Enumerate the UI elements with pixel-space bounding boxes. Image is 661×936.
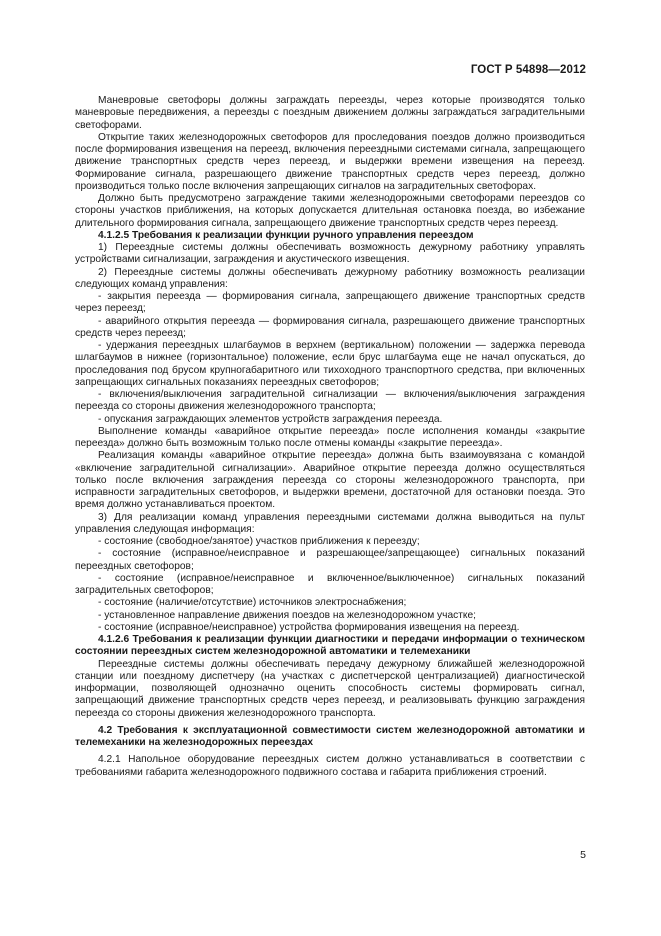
list-item [75,389,585,414]
dash-marker: - [98,548,102,560]
paragraph: Открытие таких железнодорожных светофоров для проследования поездов должно производиться после формирования извещения на переезд, включения переездными системами сигнала, запрещающего движение транспортных средств через переезд, и выдержки времени извещения на переезд. Формирование сигнала, разрешающего движение транспортных средств через переезд, должно производиться только после включения запрещающих сигналов на заградительных светофорах. [75,131,585,192]
list-item-text: состояние (исправное/неисправное и включенное/выключенное) сигнальных показаний заградительных светофоров; [75,572,585,596]
list-item-text: состояние (исправное/неисправное и разрешающее/запрещающее) сигнальных показаний переездных светофоров; [75,548,585,572]
paragraph: 4.2.1 Напольное оборудование переездных систем должно устанавливаться в соответствии с требованиями габарита железнодорожного подвижного состава и габарита приближения строений. [75,754,585,778]
dash-marker: - [98,340,102,351]
page-number: 5 [580,849,586,861]
dash-marker: - [98,621,102,633]
paragraph: 1) Переездные системы должны обеспечивать возможность дежурному работнику управлять устройствами сигнализации, заграждения и акустического извещения. [75,242,585,266]
dash-marker: - [98,572,102,584]
list-item-text: опускания заграждающих элементов устройств заграждения переезда. [104,413,443,425]
list-item [75,573,585,598]
list-item-text: закрытия переезда — формирования сигнала, запрещающего движение транспортных средств через переезд; [75,291,585,315]
paragraph: Маневровые светофоры должны заграждать переезды, через которые производятся только маневровые передвижения, а переезды с поездным движением должны заграждаться заградительными светофорами. [75,95,585,131]
section-heading-4-1-2-6: 4.1.2.6 Требования к реализации функции диагностики и передачи информации о техническом состоянии переездных систем железнодорожной автоматики и телемеханики [75,634,585,658]
list-item [75,316,585,341]
dash-marker: - [98,609,102,621]
paragraph: Должно быть предусмотрено заграждение такими железнодорожными светофорами переездов со стороны участков приближения, на которых допускается длительная остановка поезда, во избежание длительного формирования сигнала, запрещающего движение транспортных средств через переезд. [75,193,585,229]
list-item-text: состояние (исправное/неисправное) устройства формирования извещения на переезд. [104,621,520,633]
paragraph: 2) Переездные системы должны обеспечивать дежурному работнику возможность реализации следующих команд управления: [75,266,585,290]
list-item [75,622,585,634]
dash-marker: - [98,597,102,609]
dash-marker: - [98,315,102,327]
document-body [75,95,585,779]
paragraph: Выполнение команды «аварийное открытие переезда» после исполнения команды «закрытие переезда» должно быть возможным только после отмены команды «закрытие переезда». [75,425,585,449]
section-heading-4-2: 4.2 Требования к эксплуатационной совместимости систем железнодорожной автоматики и телемеханики на железнодорожных переездах [75,724,585,748]
list-item-text: удержания переездных шлагбаумов в верхнем (вертикальном) положении — задержка перевода шлагбаумов в нижнее (горизонтальное) положение, если брус шлагбаума еще не начал опускаться, до проследования под брусом крупногабаритного или тихоходного транспортного средства, при включенных запрещающих сигнальных показаниях переездных светофоров; [75,340,585,388]
list-item [75,291,585,316]
dash-marker: - [98,291,102,302]
dash-marker: - [98,389,102,400]
paragraph: Переездные системы должны обеспечивать передачу дежурному ближайшей железнодорожной станции или поездному диспетчеру (на участках с диспетчерской централизацией) диагностической информации, позволяющей однозначно оценить способность системы формировать сигнал, запрещающий движение транспортных средств через переезд, и реализовывать функцию заграждения переезда со стороны движения железнодорожного транспорта. [75,658,585,719]
list-item-text: состояние (свободное/занятое) участков приближения к переезду; [104,536,420,547]
list-item [75,340,585,389]
list-item [75,548,585,573]
list-item-text: аварийного открытия переезда — формирования сигнала, разрешающего движение транспортных средств через переезд; [75,315,585,339]
list-item-text: состояние (наличие/отсутствие) источников электроснабжения; [104,597,407,609]
dash-marker: - [98,413,102,425]
paragraph: Реализация команды «аварийное открытие переезда» должна быть взаимоувязана с командой «включение заградительной сигнализации». Аварийное открытие переезда должно осуществляться только после включения заграждения переезда со стороны железнодорожного транспорта, при исправности заградительных светофоров, и выдержки времени, достаточной для остановки поезда. Это время должно устанавливаться проектом. [75,450,585,511]
list-item-text: включения/выключения заградительной сигнализации — включения/выключения заграждения переезда со стороны движения железнодорожного транспорта; [75,389,585,413]
paragraph: 3) Для реализации команд управления переездными системами должна выводиться на пульт управления следующая информация: [75,511,585,535]
list-item [75,414,585,426]
dash-marker: - [98,536,102,547]
list-item-text: установленное направление движения поездов на железнодорожном участке; [104,609,476,621]
section-heading-4-1-2-5: 4.1.2.5 Требования к реализации функции ручного управления переездом [98,229,474,241]
document-standard-id: ГОСТ Р 54898—2012 [470,64,586,76]
list-item [75,597,585,609]
list-item [75,610,585,622]
list-item [75,536,585,548]
